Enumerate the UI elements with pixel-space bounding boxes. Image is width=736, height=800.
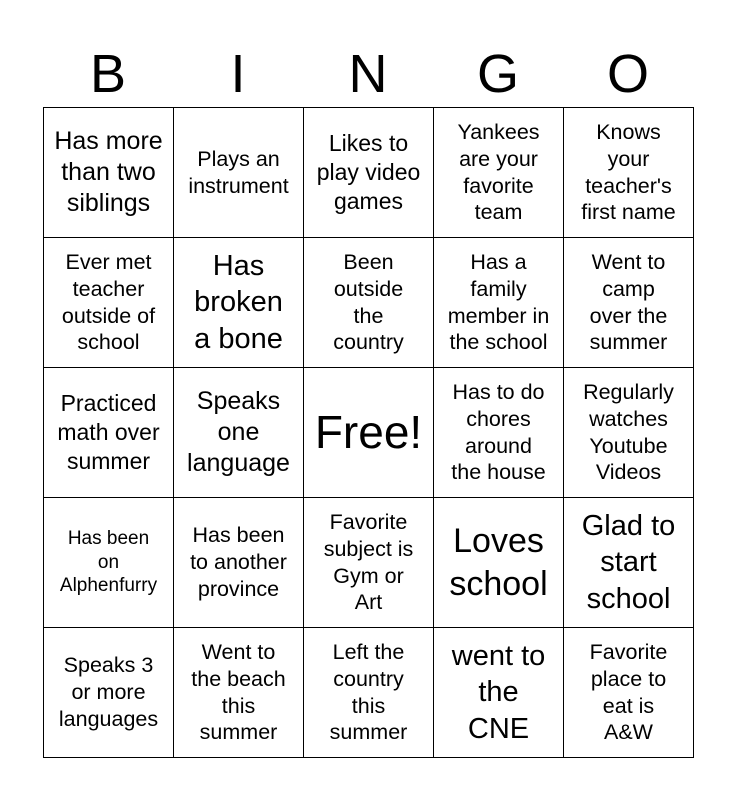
- header-letter-b: B: [89, 44, 127, 104]
- bingo-cell[interactable]: [304, 108, 434, 238]
- free-space-cell[interactable]: [304, 368, 434, 498]
- bingo-cell[interactable]: [564, 628, 694, 758]
- bingo-cell[interactable]: [304, 628, 434, 758]
- bingo-cell[interactable]: [434, 628, 564, 758]
- board-row: [44, 628, 694, 758]
- cell-text: Favorite place to eat is A&W: [589, 639, 668, 745]
- cell-text: Glad to start school: [581, 510, 676, 615]
- bingo-cell[interactable]: [174, 368, 304, 498]
- header-letter-g: G: [476, 44, 519, 104]
- cell-text: Has a family member in the school: [447, 249, 550, 355]
- cell-text: Loves school: [449, 522, 548, 603]
- bingo-board: [43, 107, 694, 758]
- cell-text: Likes to play video games: [316, 130, 421, 214]
- cell-text: Left the country this summer: [329, 639, 408, 745]
- cell-text: Plays an instrument: [188, 146, 289, 198]
- bingo-cell[interactable]: [434, 108, 564, 238]
- cell-text: Has more than two siblings: [54, 126, 163, 218]
- cell-text: Regularly watches Youtube Videos: [583, 379, 674, 485]
- cell-text: Went to camp over the summer: [589, 249, 668, 355]
- cell-text: Practiced math over summer: [57, 390, 160, 474]
- bingo-cell[interactable]: [434, 368, 564, 498]
- cell-text: Has broken a bone: [194, 250, 283, 355]
- bingo-cell[interactable]: [304, 498, 434, 628]
- cell-text: Speaks 3 or more languages: [58, 653, 159, 731]
- bingo-cell[interactable]: [44, 498, 174, 628]
- bingo-cell[interactable]: [44, 628, 174, 758]
- board-row: [44, 238, 694, 368]
- cell-text: Favorite subject is Gym or Art: [323, 509, 414, 615]
- bingo-cell[interactable]: [44, 238, 174, 368]
- bingo-cell[interactable]: [564, 108, 694, 238]
- header-letter-i: I: [230, 44, 246, 104]
- bingo-cell[interactable]: [434, 498, 564, 628]
- cell-text: Speaks one language: [187, 386, 290, 478]
- cell-text: Has been on Alphenfurry: [59, 527, 158, 597]
- header-letter-n: N: [348, 44, 388, 104]
- bingo-cell[interactable]: [434, 238, 564, 368]
- bingo-cell[interactable]: [564, 368, 694, 498]
- header-letter-o: O: [606, 44, 649, 104]
- bingo-cell[interactable]: [174, 628, 304, 758]
- cell-text: Went to the beach this summer: [191, 639, 286, 745]
- bingo-cell[interactable]: [304, 238, 434, 368]
- bingo-cell[interactable]: [564, 498, 694, 628]
- cell-text: Has been to another province: [190, 523, 287, 601]
- bingo-cell[interactable]: [44, 368, 174, 498]
- board-row: [44, 108, 694, 238]
- cell-text: Knows your teacher's first name: [581, 119, 676, 225]
- bingo-cell[interactable]: [174, 108, 304, 238]
- cell-text: went to the CNE: [451, 640, 546, 745]
- bingo-cell[interactable]: [174, 498, 304, 628]
- bingo-cell[interactable]: [564, 238, 694, 368]
- cell-text: Has to do chores around the house: [451, 379, 546, 485]
- board-row: [44, 498, 694, 628]
- cell-text: Ever met teacher outside of school: [61, 249, 156, 355]
- free-space-text: Free!: [314, 405, 423, 458]
- cell-text: Been outside the country: [333, 249, 404, 355]
- cell-text: Yankees are your favorite team: [457, 119, 540, 225]
- bingo-cell[interactable]: [174, 238, 304, 368]
- bingo-cell[interactable]: [44, 108, 174, 238]
- bingo-header: [43, 40, 693, 108]
- board-row: [44, 368, 694, 498]
